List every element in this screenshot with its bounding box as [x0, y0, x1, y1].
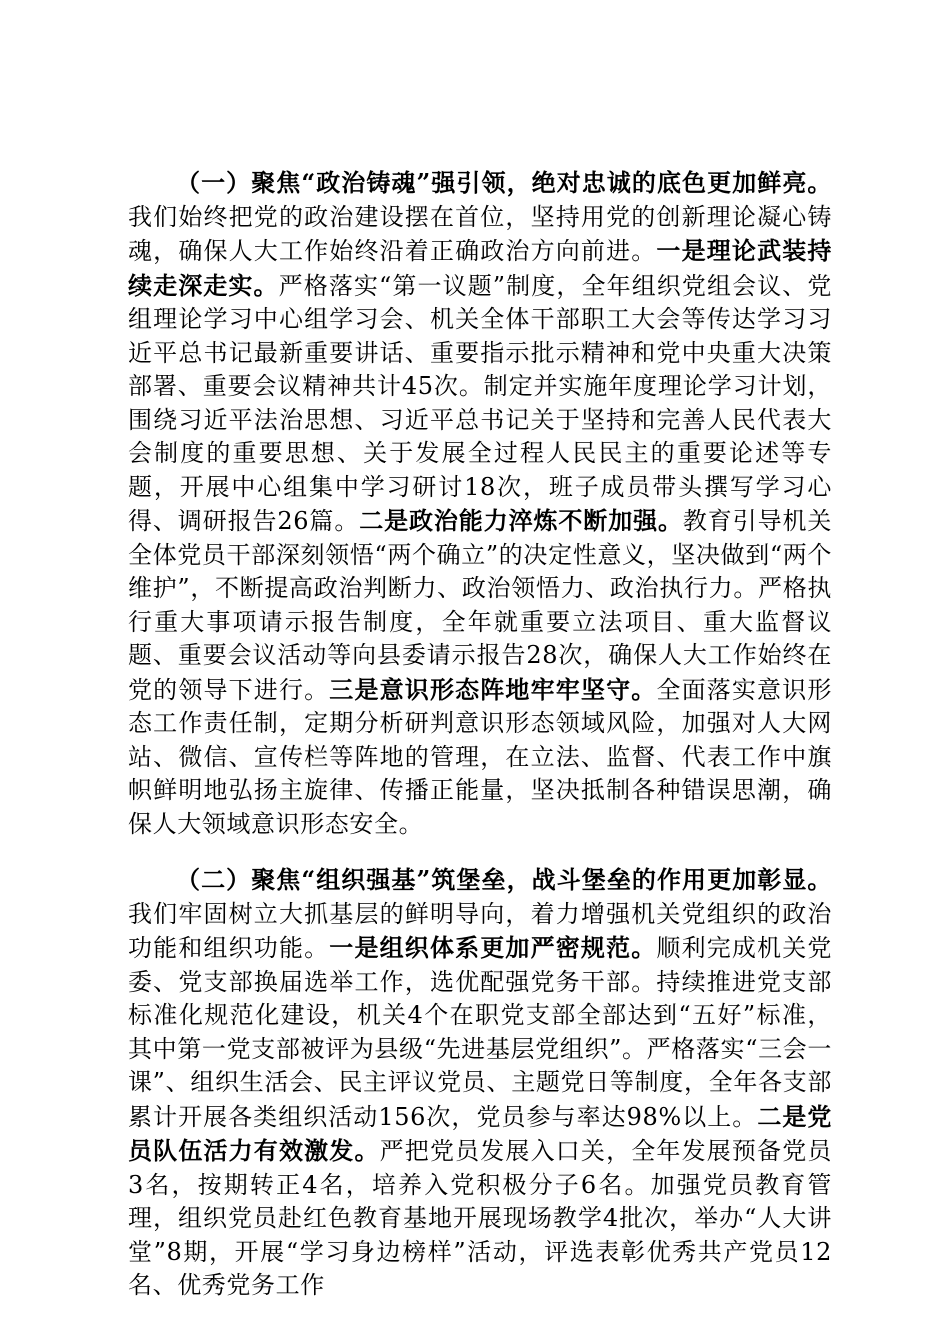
section-1-paragraph [128, 166, 832, 841]
section-2-point-2-title: 二是党员队伍活力有效激发。 [128, 1101, 832, 1165]
section-2-point-1-text: 顺利完成机关党委、党支部换届选举工作，选优配强党务干部。持续推进党支部标准化规范化建设，机关4个在职党支部全部达到“五好”标准，其中第一党支部被评为县级“先进基层党组织”。严格落实“三会一课”、组织生活会、民主评议党员、主题党日等制度，全年各支部累计开展各类组织活动156次，党员参与率达98%以上。 [128, 934, 832, 1131]
section-1-point-1-title: 一是理论武装持续走深走实。 [128, 236, 832, 300]
section-2-point-1-title: 一是组织体系更加严密规范。 [329, 933, 657, 962]
section-2-intro: 我们牢固树立大抓基层的鲜明导向，着力增强机关党组织的政治功能和组织功能。 [128, 899, 832, 962]
section-2-point-2-text: 严把党员发展入口关，全年发展预备党员3名，按期转正4名，培养入党积极分子6名。加强党员教育管理，组织党员赴红色教育基地开展现场教学4批次，举办“人大讲堂”8期，开展“学习身边榜样”活动，评选表彰优秀共产党员12名、优秀党务工作 [128, 1137, 832, 1299]
section-1-intro: 我们始终把党的政治建设摆在首位，坚持用党的创新理论凝心铸魂，确保人大工作始终沿着正确政治方向前进。 [128, 202, 832, 265]
section-1-point-1-text: 严格落实“第一议题”制度，全年组织党组会议、党组理论学习中心组学习会、机关全体干部职工大会等传达学习习近平总书记最新重要讲话、重要指示批示精神和党中央重大决策部署、重要会议精神共计45次。制定并实施年度理论学习计划，围绕习近平法治思想、习近平总书记关于坚持和完善人民代表大会制度的重要思想、关于发展全过程人民民主的重要论述等专题，开展中心组集中学习研讨18次，班子成员带头撰写学习心得、调研报告26篇。 [128, 271, 832, 535]
section-1-point-2-text: 教育引导机关全体党员干部深刻领悟“两个确立”的决定性意义，坚决做到“两个维护”，不断提高政治判断力、政治领悟力、政治执行力。严格执行重大事项请示报告制度，全年就重要立法项目、重大监督议题、重要会议活动等向县委请示报告28次，确保人大工作始终在党的领导下进行。 [128, 507, 832, 704]
section-2-heading: （二）聚焦“组织强基”筑堡垒，战斗堡垒的作用更加彰显。 [176, 865, 832, 894]
section-1-point-2-title: 二是政治能力淬炼不断加强。 [359, 506, 683, 535]
section-1-point-3-title: 三是意识形态阵地牢牢坚守。 [329, 674, 657, 704]
section-2-paragraph [128, 863, 832, 1303]
document-page [128, 166, 832, 1303]
section-1-heading: （一）聚焦“政治铸魂”强引领，绝对忠诚的底色更加鲜亮。 [176, 168, 832, 197]
section-1-point-3-text: 全面落实意识形态工作责任制，定期分析研判意识形态领域风险，加强对人大网站、微信、宣传栏等阵地的管理，在立法、监督、代表工作中旗帜鲜明地弘扬主旋律、传播正能量，坚决抵制各种错误思潮，确保人大领域意识形态安全。 [128, 675, 832, 838]
